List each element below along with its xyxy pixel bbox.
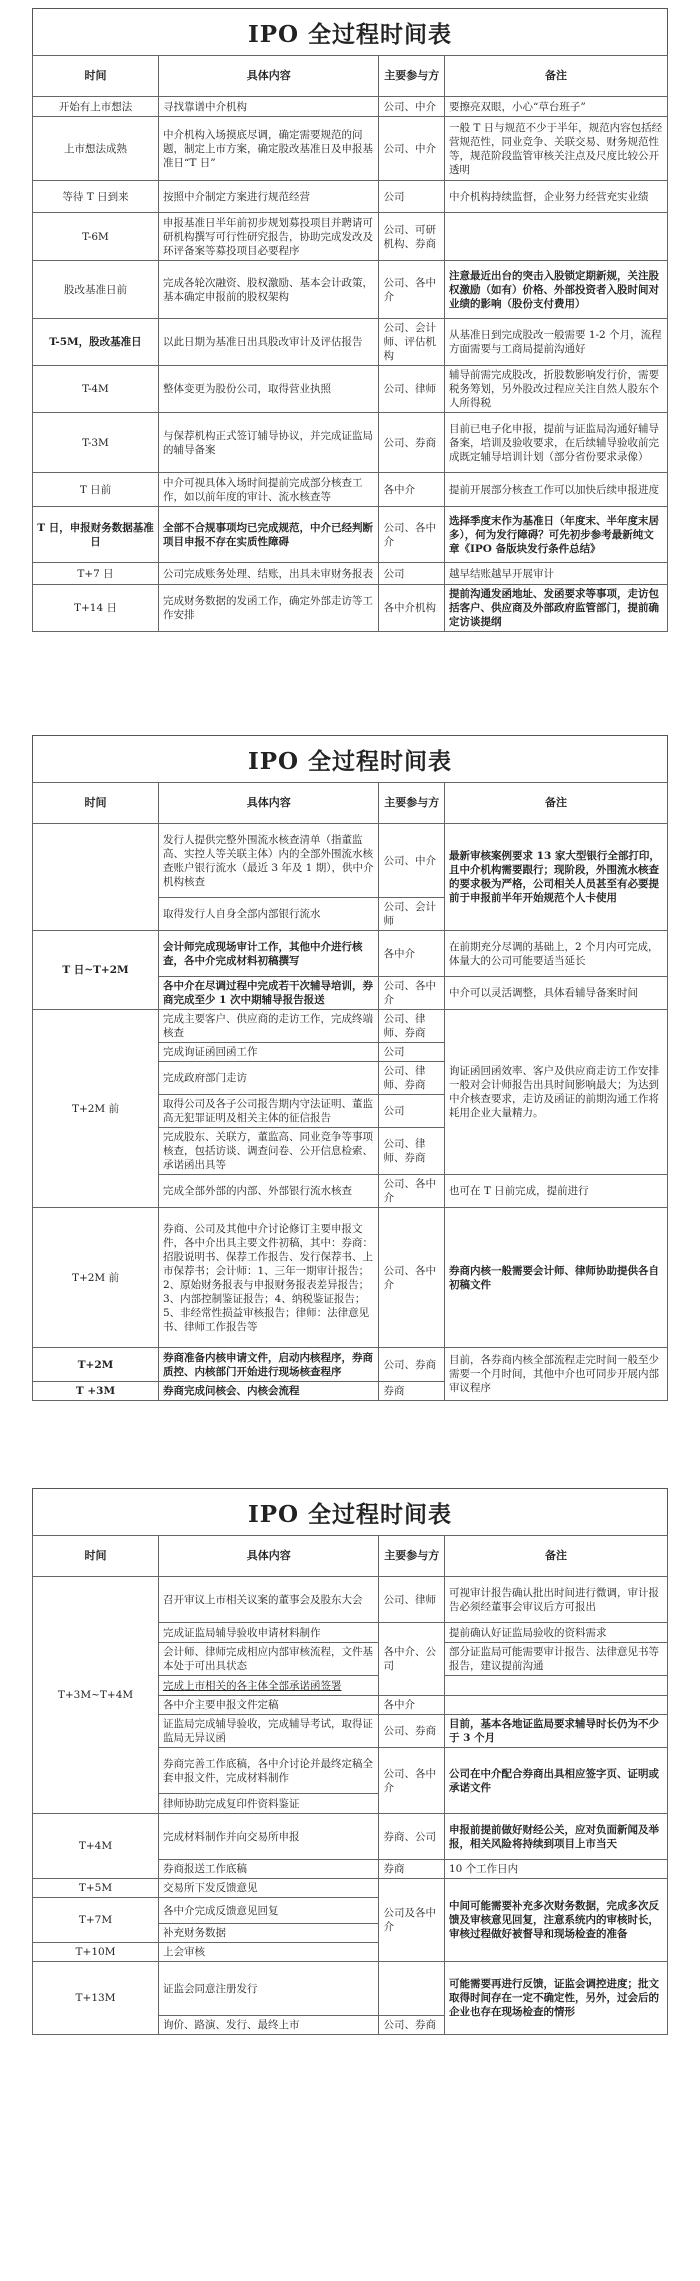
table-row (33, 931, 668, 977)
cell-note: 注意最近出台的突击入股锁定期新规，关注股权激励（如有）价格、外部投资者入股时间对业绩的影响（股份支付费用） (444, 261, 667, 319)
cell-note: 部分证监局可能需要审计报告、法律意见书等报告，建议提前沟通 (444, 1643, 667, 1676)
cell-party: 各中介 (379, 473, 445, 507)
cell-content: 按照中介制定方案进行规范经营 (158, 181, 378, 213)
table-row (33, 1577, 668, 1623)
cell-content: 交易所下发反馈意见 (158, 1879, 378, 1898)
table-row (33, 261, 668, 319)
cell-note: 目前，基本各地证监局要求辅导时长仍为不少于 3 个月 (444, 1715, 667, 1748)
cell-time: 上市想法成熟 (33, 117, 159, 181)
cell-content: 补充财务数据 (158, 1924, 378, 1943)
table-row (33, 97, 668, 117)
cell-party: 各中介 (379, 1696, 445, 1715)
cell-content: 证监会同意注册发行 (158, 1962, 378, 2016)
cell-content: 完成股东、关联方，董监高、同业竞争等事项核查，包括访谈、调查问卷、公开信息检索、承诺函出具等 (158, 1128, 378, 1175)
cell-content: 中介可视具体入场时间提前完成部分核查工作，如以前年度的审计、流水核查等 (158, 473, 378, 507)
cell-party: 公司、可研机构、券商 (379, 213, 445, 261)
cell-content: 各中介主要申报文件定稿 (158, 1696, 378, 1715)
cell-note: 可能需要再进行反馈，证监会调控进度；批文取得时间存在一定不确定性，另外，过会后的企业也存在现场检查的情形 (444, 1962, 667, 2035)
cell-time: T+5M (33, 1879, 159, 1898)
cell-content: 取得公司及各子公司报告期内守法证明、董监高无犯罪证明及相关主体的征信报告 (158, 1095, 378, 1128)
table-row (33, 1208, 668, 1348)
cell-note: 越早结账越早开展审计 (444, 563, 667, 585)
cell-content: 完成各轮次融资、股权激励、基本会计政策，基本确定申报前的股权架构 (158, 261, 378, 319)
header-content: 具体内容 (158, 783, 378, 824)
cell-time: T+2M 前 (33, 1010, 159, 1208)
cell-time: T+10M (33, 1943, 159, 1962)
cell-party: 公司、各中介 (379, 977, 445, 1010)
cell-time: T +3M (33, 1382, 159, 1401)
cell-time (33, 824, 159, 931)
cell-content: 各中介完成反馈意见回复 (158, 1898, 378, 1924)
cell-time: T+13M (33, 1962, 159, 2035)
table-header-row (33, 56, 668, 97)
page-2 (32, 735, 668, 1401)
cell-party: 公司、券商 (379, 1348, 445, 1382)
cell-content: 发行人提供完整外围流水核查清单（指董监高、实控人等关联主体）内的全部外围流水核查账户银行流水（最近 3 年及 1 期），供中介机构核查 (158, 824, 378, 898)
cell-content: 寻找靠谱中介机构 (158, 97, 378, 117)
cell-note: 在前期充分尽调的基础上，2 个月内可完成，体量大的公司可能要适当延长 (444, 931, 667, 977)
cell-party: 公司、会计师、评估机构 (379, 319, 445, 366)
table-row (33, 563, 668, 585)
cell-note: 中介可以灵活调整，具体看辅导备案时间 (444, 977, 667, 1010)
cell-note: 提前沟通发函地址、发函要求等事项，走访包括客户、供应商及外部政府监管部门，提前确定访谈提纲 (444, 585, 667, 632)
cell-note: 也可在 T 日前完成，提前进行 (444, 1175, 667, 1208)
cell-content: 以此日期为基准日出具股改审计及评估报告 (158, 319, 378, 366)
cell-note: 中介机构持续监督，企业努力经营充实业绩 (444, 181, 667, 213)
table-header-row (33, 783, 668, 824)
cell-content: 证监局完成辅导验收，完成辅导考试，取得证监局无异议函 (158, 1715, 378, 1748)
cell-note: 目前，各券商内核全部流程走完时间一般至少需要一个月时间，其他中介也可同步开展内部审议程序 (444, 1348, 667, 1401)
cell-note: 从基准日到完成股改一般需要 1-2 个月，流程方面需要与工商局提前沟通好 (444, 319, 667, 366)
cell-time: T+7M (33, 1898, 159, 1943)
cell-content: 律师协助完成复印件资料鉴证 (158, 1794, 378, 1814)
table-row (33, 585, 668, 632)
cell-note: 目前已电子化申报，提前与证监局沟通好辅导备案，培训及验收要求，在后续辅导验收前完成既定辅导培训计划（部分省份要求录像） (444, 413, 667, 473)
header-content: 具体内容 (158, 56, 378, 97)
table-row (33, 366, 668, 413)
cell-party: 公司 (379, 1043, 445, 1062)
cell-party: 各中介 (379, 931, 445, 977)
cell-time: T-3M (33, 413, 159, 473)
table-header-row (33, 1536, 668, 1577)
cell-party: 券商 (379, 1382, 445, 1401)
cell-time: T+2M (33, 1348, 159, 1382)
table-row (33, 824, 668, 898)
table-row (33, 181, 668, 213)
cell-time: 股改基准日前 (33, 261, 159, 319)
cell-note: 要擦亮双眼，小心“草台班子” (444, 97, 667, 117)
cell-party: 公司 (379, 1095, 445, 1128)
cell-content: 会计师、律师完成相应内部审核流程，文件基本处于可出具状态 (158, 1643, 378, 1676)
cell-content: 完成材料制作并向交易所申报 (158, 1814, 378, 1860)
cell-note (444, 1676, 667, 1696)
page-title: IPO 全过程时间表 (32, 735, 668, 782)
header-note: 备注 (444, 783, 667, 824)
header-party: 主要参与方 (379, 783, 445, 824)
cell-note: 10 个工作日内 (444, 1860, 667, 1879)
cell-note: 可视审计报告确认批出时间进行微调，审计报告必须经董事会审议后方可报出 (444, 1577, 667, 1623)
cell-note: 辅导前需完成股改，折股数影响发行价，需要税务筹划，另外股改过程应关注自然人股东个人所得税 (444, 366, 667, 413)
cell-party: 公司、各中介 (379, 261, 445, 319)
cell-content: 完成全部外部的内部、外部银行流水核查 (158, 1175, 378, 1208)
header-party: 主要参与方 (379, 1536, 445, 1577)
cell-party: 公司、中介 (379, 97, 445, 117)
cell-content: 券商报送工作底稿 (158, 1860, 378, 1879)
table-row (33, 117, 668, 181)
cell-note (444, 1696, 667, 1715)
cell-note: 券商内核一般需要会计师、律师协助提供各自初稿文件 (444, 1208, 667, 1348)
cell-party: 公司、券商 (379, 413, 445, 473)
cell-content: 询价、路演、发行、最终上市 (158, 2016, 378, 2035)
cell-note: 提前开展部分核查工作可以加快后续申报进度 (444, 473, 667, 507)
header-time: 时间 (33, 783, 159, 824)
cell-party: 公司、中介 (379, 117, 445, 181)
cell-note: 最新审核案例要求 13 家大型银行全部打印，且中介机构需要跟行；现阶段，外围流水核查的要求极为严格，公司相关人员甚至有必要提前于申报前半年开始规范个人卡使用 (444, 824, 667, 931)
cell-party: 公司、会计师 (379, 898, 445, 931)
cell-content: 完成证监局辅导验收申请材料制作 (158, 1623, 378, 1643)
cell-party: 公司 (379, 563, 445, 585)
cell-content: 与保荐机构正式签订辅导协议，并完成证监局的辅导备案 (158, 413, 378, 473)
header-note: 备注 (444, 1536, 667, 1577)
page-1 (32, 8, 668, 632)
cell-content: 完成政府部门走访 (158, 1062, 378, 1095)
schedule-table-2 (32, 782, 668, 1401)
cell-party: 公司、律师 (379, 1577, 445, 1623)
cell-party: 公司、各中介 (379, 1208, 445, 1348)
table-row (33, 1348, 668, 1382)
cell-content: 各中介在尽调过程中完成若干次辅导培训，券商完成至少 1 次中期辅导报告报送 (158, 977, 378, 1010)
cell-content: 完成上市相关的各主体全部承诺函签署 (158, 1676, 378, 1696)
cell-party: 各中介、公司 (379, 1623, 445, 1696)
schedule-table-1 (32, 55, 668, 632)
cell-content: 申报基准日半年前初步规划募投项目并聘请可研机构撰写可行性研究报告，协助完成发改及环评备案等募投项目必要程序 (158, 213, 378, 261)
table-row (33, 1814, 668, 1860)
cell-party: 公司、律师、券商 (379, 1010, 445, 1043)
cell-note: 选择季度末作为基准日（年度末、半年度末居多），何为发行障碍？可先初步参考最新纯文章《IPO 备版块发行条件总结》 (444, 507, 667, 563)
page-title: IPO 全过程时间表 (32, 1488, 668, 1535)
cell-note: 中间可能需要补充多次财务数据，完成多次反馈及审核意见回复，注意系统内的审核时长，审核过程做好被督导和现场检查的准备 (444, 1879, 667, 1962)
table-row (33, 1879, 668, 1898)
cell-time: 开始有上市想法 (33, 97, 159, 117)
cell-content: 中介机构入场摸底尽调，确定需要规范的问题，制定上市方案，确定股改基准日及申报基准日“T 日” (158, 117, 378, 181)
schedule-table-3 (32, 1535, 668, 2035)
cell-content: 完成财务数据的发函工作，确定外部走访等工作安排 (158, 585, 378, 632)
cell-party: 券商 (379, 1860, 445, 1879)
cell-party: 公司、各中介 (379, 1748, 445, 1814)
page-title: IPO 全过程时间表 (32, 8, 668, 55)
cell-content: 会计师完成现场审计工作，其他中介进行核查，各中介完成材料初稿撰写 (158, 931, 378, 977)
cell-party: 公司、券商 (379, 2016, 445, 2035)
header-party: 主要参与方 (379, 56, 445, 97)
table-row (33, 473, 668, 507)
cell-content: 券商完成问核会、内核会流程 (158, 1382, 378, 1401)
cell-time: T+7 日 (33, 563, 159, 585)
page-3 (32, 1488, 668, 2035)
cell-time: T 日前 (33, 473, 159, 507)
cell-time: T+14 日 (33, 585, 159, 632)
cell-note (444, 213, 667, 261)
cell-note: 提前确认好证监局验收的资料需求 (444, 1623, 667, 1643)
cell-time: T+3M~T+4M (33, 1577, 159, 1814)
table-row (33, 319, 668, 366)
table-row (33, 1962, 668, 2016)
cell-time: T+4M (33, 1814, 159, 1879)
cell-note: 一般 T 日与规范不少于半年，规范内容包括经营规范性，同业竞争、关联交易、财务规范性等，规范阶段监管审核关注点及尺度比较公开透明 (444, 117, 667, 181)
cell-party: 公司、各中介 (379, 1175, 445, 1208)
cell-party: 公司及各中介 (379, 1879, 445, 1962)
cell-party: 公司、券商 (379, 1715, 445, 1748)
cell-content: 完成询证函回函工作 (158, 1043, 378, 1062)
table-row (33, 507, 668, 563)
cell-party: 公司、律师 (379, 366, 445, 413)
cell-time: T+2M 前 (33, 1208, 159, 1348)
cell-party: 公司、律师、券商 (379, 1062, 445, 1095)
cell-party: 公司、各中介 (379, 507, 445, 563)
cell-time: T-6M (33, 213, 159, 261)
cell-party: 公司、律师、券商 (379, 1128, 445, 1175)
header-time: 时间 (33, 1536, 159, 1577)
cell-party: 公司、中介 (379, 824, 445, 898)
cell-time: T-4M (33, 366, 159, 413)
header-time: 时间 (33, 56, 159, 97)
cell-time: T 日~T+2M (33, 931, 159, 1010)
cell-party: 公司 (379, 181, 445, 213)
cell-time: T-5M，股改基准日 (33, 319, 159, 366)
cell-time: T 日，申报财务数据基准日 (33, 507, 159, 563)
cell-content: 召开审议上市相关议案的董事会及股东大会 (158, 1577, 378, 1623)
cell-party (379, 1962, 445, 2016)
cell-content: 券商、公司及其他中介讨论修订主要申报文件，各中介出具主要文件初稿，其中：券商：招股说明书、保荐工作报告、发行保荐书、上市保荐书；会计师：1、三年一期审计报告；2、原始财务报表与申报财务报表差异报告；3、内部控制鉴证报告；4、纳税鉴证报告；5、非经常性损益审核报告；律师：法律意见书、律师工作报告等 (158, 1208, 378, 1348)
header-content: 具体内容 (158, 1536, 378, 1577)
cell-content: 券商完善工作底稿，各中介讨论并最终定稿全套申报文件，完成材料制作 (158, 1748, 378, 1794)
cell-content: 完成主要客户、供应商的走访工作，完成终端核查 (158, 1010, 378, 1043)
cell-note: 公司在中介配合券商出具相应签字页、证明或承诺文件 (444, 1748, 667, 1814)
cell-party: 各中介机构 (379, 585, 445, 632)
header-note: 备注 (444, 56, 667, 97)
table-row (33, 413, 668, 473)
table-row (33, 213, 668, 261)
cell-note: 申报前提前做好财经公关，应对负面新闻及举报，相关风险将持续到项目上市当天 (444, 1814, 667, 1860)
cell-content: 上会审核 (158, 1943, 378, 1962)
cell-content: 取得发行人自身全部内部银行流水 (158, 898, 378, 931)
cell-note: 询证函回函效率、客户及供应商走访工作安排一般对会计师报告出具时间影响最大；为达到中介核查要求，走访及函证的前期沟通工作将耗用企业大量精力。 (444, 1010, 667, 1175)
cell-content: 整体变更为股份公司，取得营业执照 (158, 366, 378, 413)
cell-content: 全部不合规事项均已完成规范，中介已经判断项目申报不存在实质性障碍 (158, 507, 378, 563)
cell-content: 公司完成账务处理、结账，出具未审财务报表 (158, 563, 378, 585)
cell-content: 券商准备内核申请文件，启动内核程序，券商质控、内核部门开始进行现场核查程序 (158, 1348, 378, 1382)
cell-time: 等待 T 日到来 (33, 181, 159, 213)
cell-party: 券商、公司 (379, 1814, 445, 1860)
table-row (33, 1010, 668, 1043)
